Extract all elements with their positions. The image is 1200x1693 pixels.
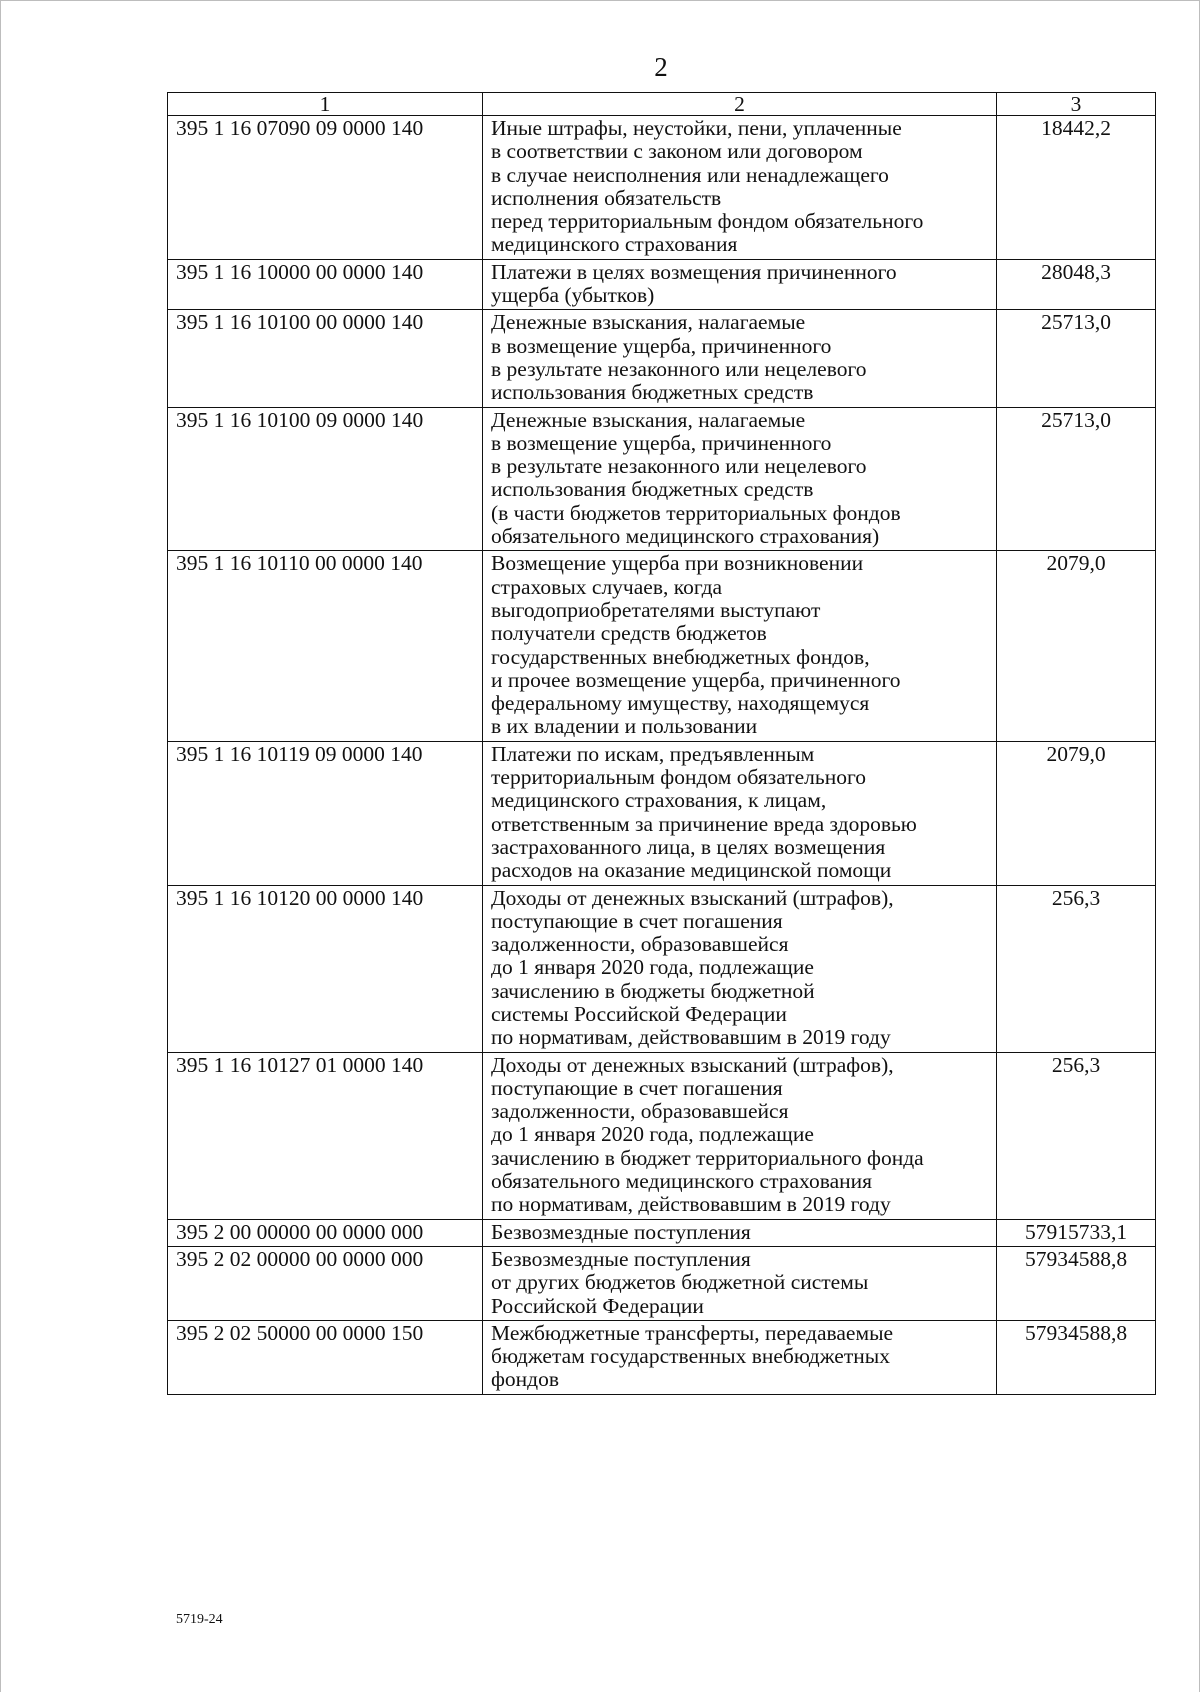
table-row bbox=[168, 1320, 1156, 1394]
budget-code-cell: 395 1 16 10127 01 0000 140 bbox=[168, 1052, 483, 1219]
amount-cell: 25713,0 bbox=[997, 310, 1156, 407]
table-row bbox=[168, 259, 1156, 310]
amount-cell: 18442,2 bbox=[997, 116, 1156, 260]
budget-code-cell: 395 1 16 10120 00 0000 140 bbox=[168, 885, 483, 1052]
description-cell: Денежные взыскания, налагаемые в возмещение ущерба, причиненного в результате незаконного или нецелевого использования бюджетных средств bbox=[483, 310, 997, 407]
budget-code-cell: 395 1 16 10100 09 0000 140 bbox=[168, 407, 483, 551]
budget-code-cell: 395 2 02 00000 00 0000 000 bbox=[168, 1246, 483, 1320]
table-row bbox=[168, 1246, 1156, 1320]
amount-cell: 25713,0 bbox=[997, 407, 1156, 551]
budget-code-cell: 395 2 02 50000 00 0000 150 bbox=[168, 1320, 483, 1394]
description-cell: Доходы от денежных взысканий (штрафов), поступающие в счет погашения задолженности, образовавшейся до 1 января 2020 года, подлежащие зачислению в бюджет территориального фонда обязательного медицинского страхования по нормативам, действовавшим в 2019 году bbox=[483, 1052, 997, 1219]
budget-code-cell: 395 1 16 10000 00 0000 140 bbox=[168, 259, 483, 310]
table-row bbox=[168, 741, 1156, 885]
description-cell: Безвозмездные поступления bbox=[483, 1219, 997, 1246]
header-row bbox=[168, 93, 1156, 116]
budget-code-cell: 395 1 16 10110 00 0000 140 bbox=[168, 551, 483, 741]
table-body bbox=[168, 116, 1156, 1395]
document-code: 5719-24 bbox=[176, 1612, 223, 1627]
budget-code-cell: 395 1 16 10100 00 0000 140 bbox=[168, 310, 483, 407]
budget-revenue-table bbox=[167, 92, 1156, 1395]
description-cell: Возмещение ущерба при возникновении страховых случаев, когда выгодоприобретателями выступают получатели средств бюджетов государственных внебюджетных фондов, и прочее возмещение ущерба, причиненного федеральному имуществу, находящемуся в их владении и пользовании bbox=[483, 551, 997, 741]
description-cell: Денежные взыскания, налагаемые в возмещение ущерба, причиненного в результате незаконного или нецелевого использования бюджетных средств (в части бюджетов территориальных фондов обязательного медицинского страхования) bbox=[483, 407, 997, 551]
table-header bbox=[168, 93, 1156, 116]
amount-cell: 256,3 bbox=[997, 885, 1156, 1052]
description-cell: Платежи в целях возмещения причиненного ущерба (убытков) bbox=[483, 259, 997, 310]
table-row bbox=[168, 116, 1156, 260]
amount-cell: 57934588,8 bbox=[997, 1320, 1156, 1394]
table-row bbox=[168, 885, 1156, 1052]
description-cell: Доходы от денежных взысканий (штрафов), поступающие в счет погашения задолженности, образовавшейся до 1 января 2020 года, подлежащие зачислению в бюджеты бюджетной системы Российской Федерации по нормативам, действовавшим в 2019 году bbox=[483, 885, 997, 1052]
description-cell: Иные штрафы, неустойки, пени, уплаченные в соответствии с законом или договором в случае неисполнения или ненадлежащего исполнения обязательств перед территориальным фондом обязательного медицинского страхования bbox=[483, 116, 997, 260]
amount-cell: 28048,3 bbox=[997, 259, 1156, 310]
column-header-amount: 3 bbox=[997, 93, 1156, 116]
amount-cell: 57915733,1 bbox=[997, 1219, 1156, 1246]
table-row bbox=[168, 1219, 1156, 1246]
description-cell: Платежи по искам, предъявленным территориальным фондом обязательного медицинского страхования, к лицам, ответственным за причинение вреда здоровью застрахованного лица, в целях возмещения расходов на оказание медицинской помощи bbox=[483, 741, 997, 885]
table-row bbox=[168, 407, 1156, 551]
description-cell: Межбюджетные трансферты, передаваемые бюджетам государственных внебюджетных фондов bbox=[483, 1320, 997, 1394]
table-row bbox=[168, 1052, 1156, 1219]
budget-code-cell: 395 2 00 00000 00 0000 000 bbox=[168, 1219, 483, 1246]
description-cell: Безвозмездные поступления от других бюджетов бюджетной системы Российской Федерации bbox=[483, 1246, 997, 1320]
amount-cell: 2079,0 bbox=[997, 741, 1156, 885]
budget-code-cell: 395 1 16 07090 09 0000 140 bbox=[168, 116, 483, 260]
column-header-code: 1 bbox=[168, 93, 483, 116]
budget-code-cell: 395 1 16 10119 09 0000 140 bbox=[168, 741, 483, 885]
table-row bbox=[168, 310, 1156, 407]
table-row bbox=[168, 551, 1156, 741]
page-number: 2 bbox=[654, 52, 668, 82]
column-header-description: 2 bbox=[483, 93, 997, 116]
amount-cell: 57934588,8 bbox=[997, 1246, 1156, 1320]
amount-cell: 2079,0 bbox=[997, 551, 1156, 741]
amount-cell: 256,3 bbox=[997, 1052, 1156, 1219]
